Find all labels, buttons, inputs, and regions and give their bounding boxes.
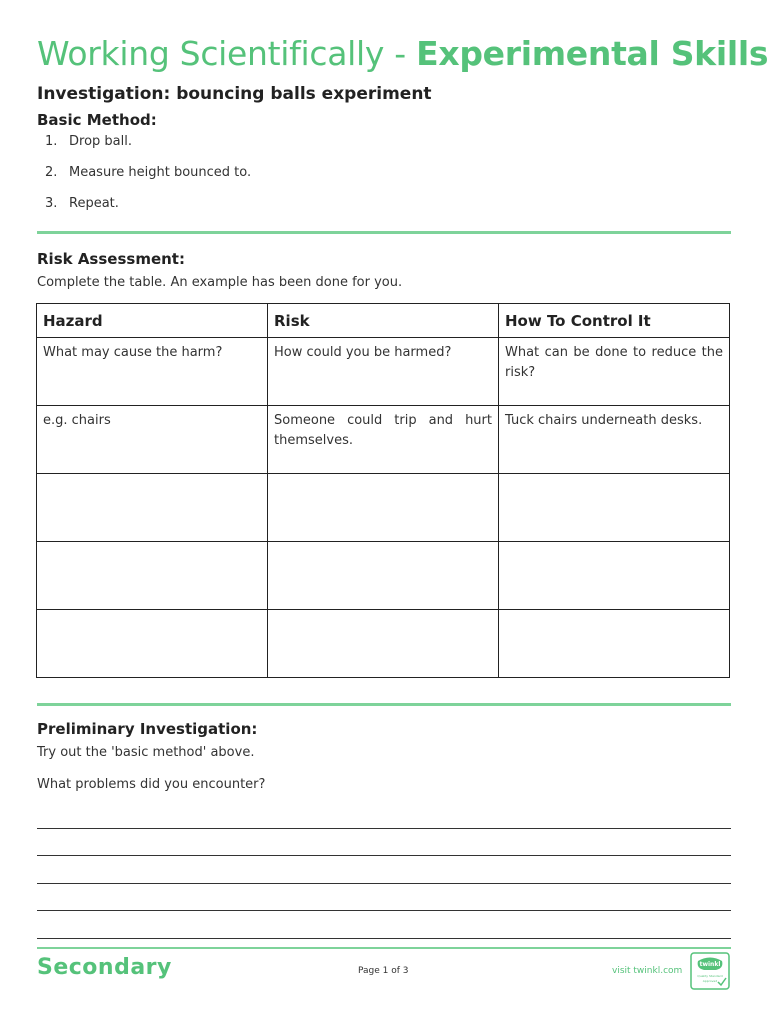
answer-line[interactable]	[37, 855, 731, 856]
table-cell-input[interactable]	[37, 610, 268, 678]
risk-assessment-heading: Risk Assessment:	[37, 250, 185, 268]
column-header-control: How To Control It	[499, 304, 730, 338]
table-row	[37, 542, 730, 610]
title-bold: Experimental Skills	[416, 34, 768, 73]
risk-assessment-table	[36, 303, 730, 678]
risk-instruction: Complete the table. An example has been done for you.	[37, 275, 403, 290]
section-divider	[37, 703, 731, 706]
page-number: Page 1 of 3	[358, 966, 409, 976]
table-cell: Tuck chairs underneath desks.	[499, 406, 730, 474]
table-cell: Someone could trip and hurt themselves.	[268, 406, 499, 474]
preliminary-line-1: Try out the 'basic method' above.	[37, 745, 255, 760]
table-cell: What can be done to reduce the risk?	[499, 338, 730, 406]
title-light: Working Scientifically	[37, 34, 385, 73]
table-cell-input[interactable]	[268, 474, 499, 542]
step-number: 1.	[45, 134, 58, 149]
preliminary-line-2: What problems did you encounter?	[37, 777, 266, 792]
table-row	[37, 406, 730, 474]
method-step	[45, 134, 251, 165]
table-row	[37, 474, 730, 542]
column-header-risk: Risk	[268, 304, 499, 338]
svg-text:Approved: Approved	[702, 979, 718, 983]
table-cell: e.g. chairs	[37, 406, 268, 474]
method-step	[45, 165, 251, 196]
answer-line[interactable]	[37, 828, 731, 829]
method-steps-list	[45, 134, 251, 227]
step-text: Drop ball.	[69, 134, 132, 149]
table-cell: How could you be harmed?	[268, 338, 499, 406]
table-header-row	[37, 304, 730, 338]
table-cell-input[interactable]	[268, 610, 499, 678]
basic-method-heading: Basic Method:	[37, 111, 157, 129]
table-cell-input[interactable]	[499, 542, 730, 610]
svg-text:Quality Standard: Quality Standard	[697, 974, 723, 978]
method-step	[45, 196, 251, 227]
step-text: Measure height bounced to.	[69, 165, 252, 180]
table-cell-input[interactable]	[499, 610, 730, 678]
table-cell-input[interactable]	[499, 474, 730, 542]
step-text: Repeat.	[69, 196, 119, 211]
table-cell: What may cause the harm?	[37, 338, 268, 406]
answer-line[interactable]	[37, 883, 731, 884]
answer-line[interactable]	[37, 910, 731, 911]
investigation-subtitle: Investigation: bouncing balls experiment	[37, 84, 432, 104]
table-row	[37, 610, 730, 678]
footer-divider	[37, 947, 731, 949]
svg-text:twinkl: twinkl	[699, 961, 721, 968]
column-header-hazard: Hazard	[37, 304, 268, 338]
brand-logo: Secondary	[37, 955, 172, 980]
step-number: 3.	[45, 196, 58, 211]
table-cell-input[interactable]	[37, 474, 268, 542]
title-separator: -	[384, 34, 417, 73]
table-cell-input[interactable]	[37, 542, 268, 610]
website-link[interactable]: visit twinkl.com	[612, 966, 683, 976]
preliminary-heading: Preliminary Investigation:	[37, 720, 258, 738]
table-row	[37, 338, 730, 406]
quality-badge-icon	[690, 952, 730, 990]
table-cell-input[interactable]	[268, 542, 499, 610]
section-divider	[37, 231, 731, 234]
step-number: 2.	[45, 165, 58, 180]
page-title	[37, 34, 768, 73]
answer-line[interactable]	[37, 938, 731, 939]
